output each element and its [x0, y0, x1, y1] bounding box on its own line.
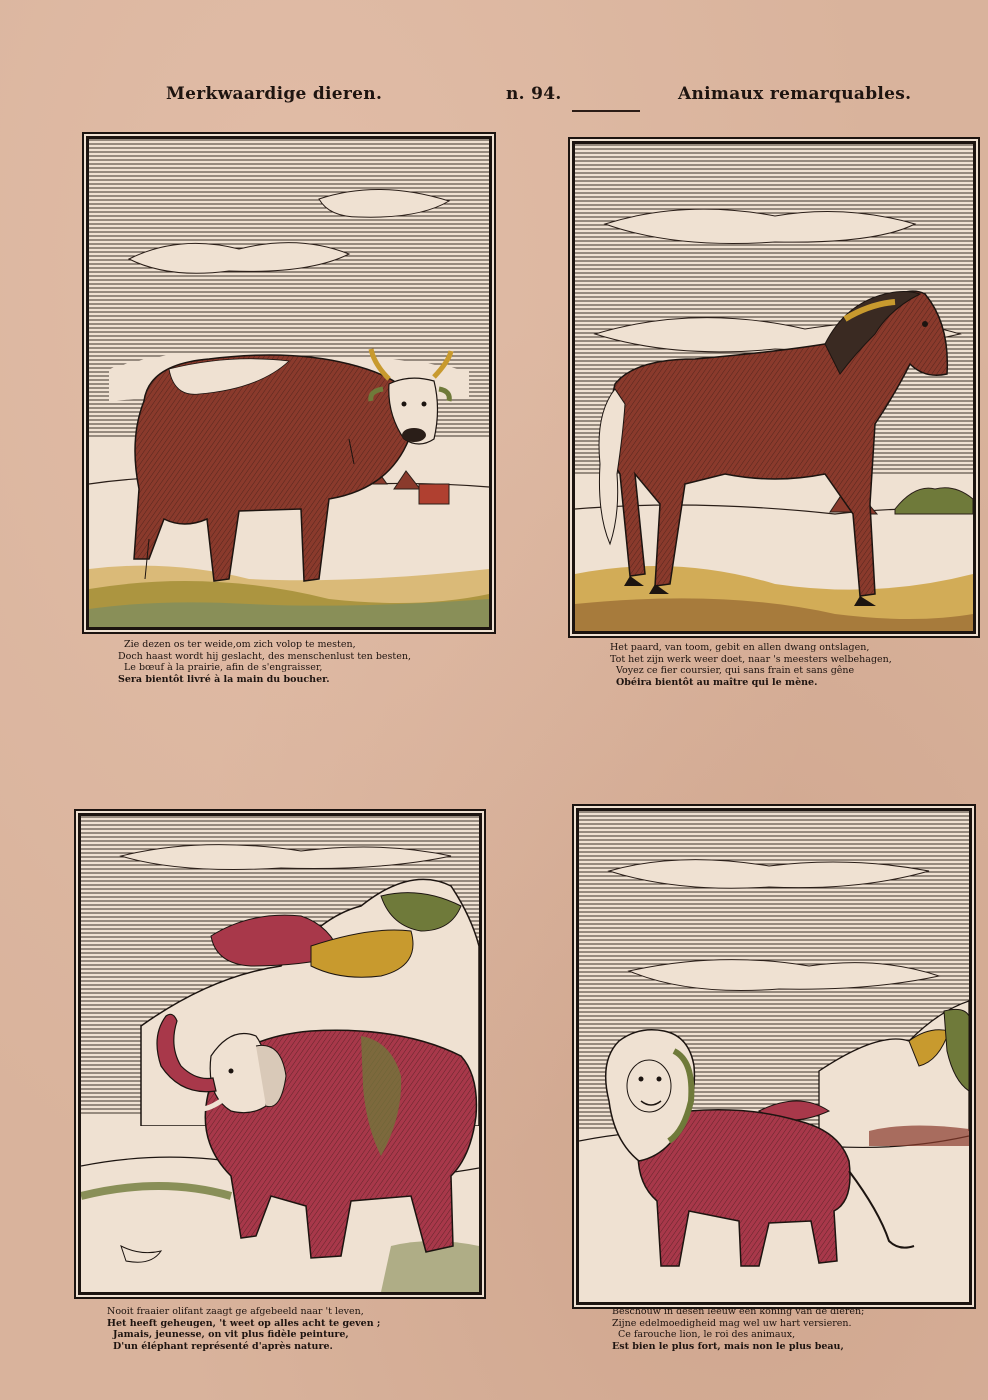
plate-ox-illustration — [86, 136, 492, 630]
horse-woodcut — [575, 144, 973, 631]
header-dash — [572, 110, 640, 112]
caption-elephant-line-4: D'un éléphant représenté d'après nature. — [113, 1340, 333, 1352]
caption-elephant-line-3: Jamais, jeunesse, on vit plus fidèle peinture, — [113, 1329, 349, 1340]
plate-lion-illustration — [576, 808, 972, 1305]
caption-lion — [612, 1306, 864, 1352]
header-plate-number: n. 94. — [506, 84, 562, 104]
caption-horse-line-4: Obéira bientôt au maître qui le mène. — [616, 676, 818, 688]
caption-horse-line-1: Het paard, van toom, gebit en allen dwang ontslagen, — [610, 642, 870, 653]
caption-elephant — [107, 1306, 380, 1352]
caption-lion-line-1: Beschouw in desen leeuw een koning van de dieren; — [612, 1306, 865, 1317]
lion-woodcut — [579, 811, 969, 1302]
caption-ox-line-1: Zie dezen os ter weide,om zich volop te mesten, — [124, 639, 356, 650]
caption-elephant-line-2: Het heeft geheugen, 't weet op alles acht te geven ; — [107, 1317, 381, 1329]
caption-elephant-line-1: Nooit fraaier olifant zaagt ge afgebeeld naar 't leven, — [107, 1306, 364, 1317]
caption-horse-line-3: Voyez ce fier coursier, qui sans frain et sans gêne — [616, 665, 855, 676]
caption-lion-line-4: Est bien le plus fort, mais non le plus beau, — [612, 1340, 844, 1352]
caption-horse-line-2: Tot het zijn werk weer doet, naar 's meesters welbehagen, — [610, 653, 892, 665]
caption-ox — [118, 639, 411, 685]
plate-horse-illustration — [572, 141, 976, 634]
caption-lion-line-2: Zijne edelmoedigheid mag wel uw hart versieren. — [612, 1317, 852, 1329]
caption-ox-line-2: Doch haast wordt hij geslacht, des menschenlust ten besten, — [118, 650, 411, 662]
header-title-french: Animaux remarquables. — [678, 84, 912, 104]
ox-woodcut — [89, 139, 489, 627]
caption-lion-line-3: Ce farouche lion, le roi des animaux, — [618, 1329, 796, 1340]
caption-horse — [610, 642, 892, 688]
plate-elephant-illustration — [78, 813, 482, 1295]
elephant-woodcut — [81, 816, 479, 1292]
caption-ox-line-4: Sera bientôt livré à la main du boucher. — [118, 673, 330, 685]
header-title-dutch: Merkwaardige dieren. — [166, 84, 383, 104]
caption-ox-line-3: Le bœuf à la prairie, afin de s'engraisser, — [124, 662, 323, 673]
